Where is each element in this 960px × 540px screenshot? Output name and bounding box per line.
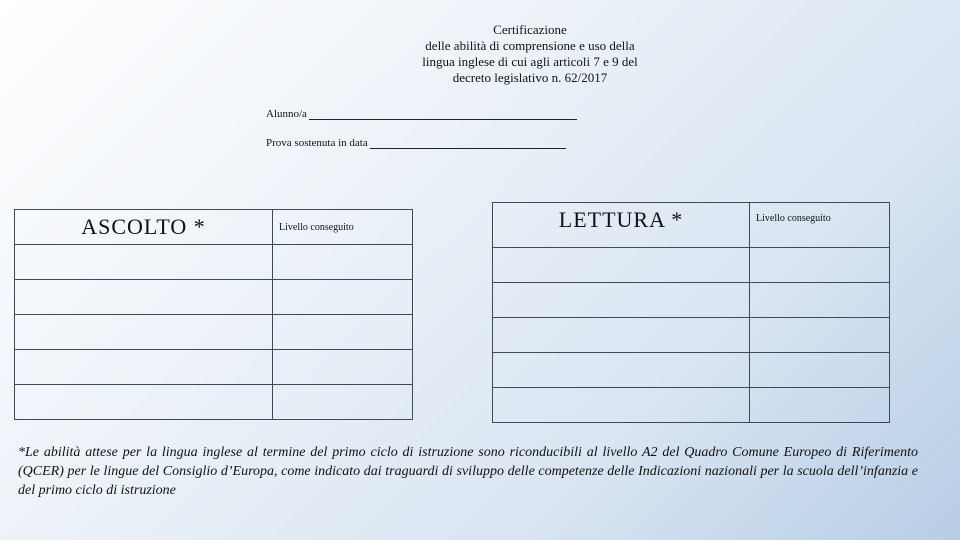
ascolto-heading: ASCOLTO * bbox=[15, 210, 273, 245]
table-row bbox=[15, 315, 413, 350]
lettura-heading: LETTURA * bbox=[493, 203, 750, 248]
title-line: Certificazione bbox=[493, 22, 567, 37]
table-cell[interactable] bbox=[273, 350, 413, 385]
table-cell[interactable] bbox=[273, 280, 413, 315]
table-row bbox=[493, 353, 890, 388]
table-row bbox=[15, 385, 413, 420]
table-row bbox=[493, 283, 890, 318]
student-name-line[interactable] bbox=[309, 107, 577, 120]
title-line: decreto legislativo n. 62/2017 bbox=[452, 70, 608, 85]
table-cell[interactable] bbox=[493, 318, 750, 353]
title-line: lingua inglese di cui agli articoli 7 e 9 del bbox=[422, 54, 638, 69]
table-cell[interactable] bbox=[750, 283, 890, 318]
table-row bbox=[493, 318, 890, 353]
table-cell[interactable] bbox=[15, 385, 273, 420]
table-cell[interactable] bbox=[750, 318, 890, 353]
table-cell[interactable] bbox=[15, 315, 273, 350]
table-cell[interactable] bbox=[493, 248, 750, 283]
table-row bbox=[15, 350, 413, 385]
student-name-field[interactable] bbox=[266, 107, 577, 120]
table-cell[interactable] bbox=[493, 353, 750, 388]
table-cell[interactable] bbox=[273, 315, 413, 350]
table-row bbox=[493, 248, 890, 283]
ascolto-table bbox=[14, 209, 413, 420]
table-cell[interactable] bbox=[750, 353, 890, 388]
table-header-row bbox=[15, 210, 413, 245]
lettura-level-header: Livello conseguito bbox=[750, 203, 890, 248]
ascolto-level-header: Livello conseguito bbox=[273, 210, 413, 245]
exam-date-line[interactable] bbox=[370, 136, 566, 149]
table-header-row bbox=[493, 203, 890, 248]
table-cell[interactable] bbox=[750, 388, 890, 423]
student-name-label: Alunno/a bbox=[266, 108, 307, 120]
table-cell[interactable] bbox=[273, 245, 413, 280]
table-row bbox=[15, 280, 413, 315]
table-cell[interactable] bbox=[273, 385, 413, 420]
table-cell[interactable] bbox=[493, 283, 750, 318]
table-cell[interactable] bbox=[15, 280, 273, 315]
table-cell[interactable] bbox=[15, 350, 273, 385]
table-row bbox=[15, 245, 413, 280]
certificate-title bbox=[380, 22, 680, 86]
footnote: *Le abilità attese per la lingua inglese al termine del primo ciclo di istruzione sono riconducibili al livello A2 del Quadro Comune Europeo di Riferimento (QCER) per le lingue del Consiglio d’Europa, come indicato dai traguardi di sviluppo delle competenze delle Indicazioni nazionali per la scuola dell’infanzia e del primo ciclo di istruzione bbox=[18, 445, 918, 498]
table-cell[interactable] bbox=[750, 248, 890, 283]
exam-date-label: Prova sostenuta in data bbox=[266, 137, 368, 149]
table-cell[interactable] bbox=[15, 245, 273, 280]
exam-date-field[interactable] bbox=[266, 136, 566, 149]
title-line: delle abilità di comprensione e uso della bbox=[425, 38, 635, 53]
table-row bbox=[493, 388, 890, 423]
table-cell[interactable] bbox=[493, 388, 750, 423]
lettura-table bbox=[492, 202, 890, 423]
